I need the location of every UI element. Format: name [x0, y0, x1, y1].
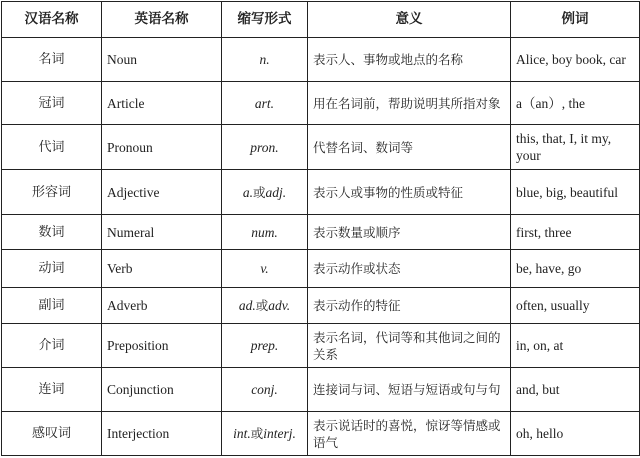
table-row	[2, 412, 640, 456]
chinese-name-cell: 数词	[2, 215, 102, 250]
abbreviation-or: 或	[250, 426, 264, 441]
examples-cell: blue, big, beautiful	[511, 170, 640, 215]
table-row	[2, 250, 640, 288]
table-row	[2, 38, 640, 82]
abbreviation-cell: v.	[222, 250, 308, 288]
meaning-cell: 表示动作或状态	[308, 250, 511, 288]
table-row	[2, 170, 640, 215]
chinese-name-cell: 名词	[2, 38, 102, 82]
abbreviation-cell: n.	[222, 38, 308, 82]
english-name-cell: Numeral	[102, 215, 222, 250]
meaning-cell: 表示说话时的喜悦，惊讶等情感或语气	[308, 412, 511, 456]
examples-cell: this, that, I, it my, your	[511, 125, 640, 170]
parts-of-speech-table	[1, 1, 640, 456]
meaning-cell: 表示数量或顺序	[308, 215, 511, 250]
abbreviation-cell	[222, 288, 308, 324]
examples-cell: in, on, at	[511, 324, 640, 368]
examples-cell: first, three	[511, 215, 640, 250]
abbreviation-cell	[222, 170, 308, 215]
abbreviation-long: adj.	[265, 184, 287, 200]
chinese-name-cell: 动词	[2, 250, 102, 288]
table-row	[2, 125, 640, 170]
examples-cell: and, but	[511, 368, 640, 412]
abbreviation-or: 或	[255, 298, 269, 313]
chinese-name-cell: 代词	[2, 125, 102, 170]
table-row	[2, 215, 640, 250]
examples-cell: oh, hello	[511, 412, 640, 456]
abbreviation-long: interj.	[263, 426, 296, 441]
table-row	[2, 82, 640, 125]
meaning-cell: 代替名词、数词等	[308, 125, 511, 170]
header-examples: 例词	[511, 2, 640, 38]
table-row	[2, 288, 640, 324]
examples-cell: Alice, boy book, car	[511, 38, 640, 82]
examples-cell: often, usually	[511, 288, 640, 324]
header-meaning: 意义	[308, 2, 511, 38]
abbreviation-cell	[222, 412, 308, 456]
header-row	[2, 2, 640, 38]
meaning-cell: 表示人或事物的性质或特征	[308, 170, 511, 215]
meaning-cell: 用在名词前，帮助说明其所指对象	[308, 82, 511, 125]
abbreviation-cell: art.	[222, 82, 308, 125]
english-name-cell: Pronoun	[102, 125, 222, 170]
english-name-cell: Adjective	[102, 170, 222, 215]
meaning-cell: 表示人、事物或地点的名称	[308, 38, 511, 82]
chinese-name-cell: 冠词	[2, 82, 102, 125]
english-name-cell: Article	[102, 82, 222, 125]
header-english-name: 英语名称	[102, 2, 222, 38]
header-chinese-name: 汉语名称	[2, 2, 102, 38]
english-name-cell: Interjection	[102, 412, 222, 456]
abbreviation-short: a.	[242, 184, 253, 200]
abbreviation-cell: conj.	[222, 368, 308, 412]
abbreviation-long: adv.	[268, 298, 291, 313]
english-name-cell: Noun	[102, 38, 222, 82]
chinese-name-cell: 连词	[2, 368, 102, 412]
abbreviation-cell: num.	[222, 215, 308, 250]
examples-cell: a（an）, the	[511, 82, 640, 125]
abbreviation-short: int.	[233, 426, 251, 441]
chinese-name-cell: 副词	[2, 288, 102, 324]
abbreviation-short: ad.	[238, 298, 256, 313]
abbreviation-cell: prep.	[222, 324, 308, 368]
english-name-cell: Verb	[102, 250, 222, 288]
english-name-cell: Preposition	[102, 324, 222, 368]
english-name-cell: Conjunction	[102, 368, 222, 412]
table-row	[2, 324, 640, 368]
chinese-name-cell: 形容词	[2, 170, 102, 215]
chinese-name-cell: 感叹词	[2, 412, 102, 456]
english-name-cell: Adverb	[102, 288, 222, 324]
meaning-cell: 连接词与词、短语与短语或句与句	[308, 368, 511, 412]
table-row	[2, 368, 640, 412]
examples-cell: be, have, go	[511, 250, 640, 288]
meaning-cell: 表示动作的特征	[308, 288, 511, 324]
abbreviation-or: 或	[252, 184, 266, 200]
abbreviation-cell: pron.	[222, 125, 308, 170]
chinese-name-cell: 介词	[2, 324, 102, 368]
header-abbreviation: 缩写形式	[222, 2, 308, 38]
meaning-cell: 表示名词，代词等和其他词之间的关系	[308, 324, 511, 368]
